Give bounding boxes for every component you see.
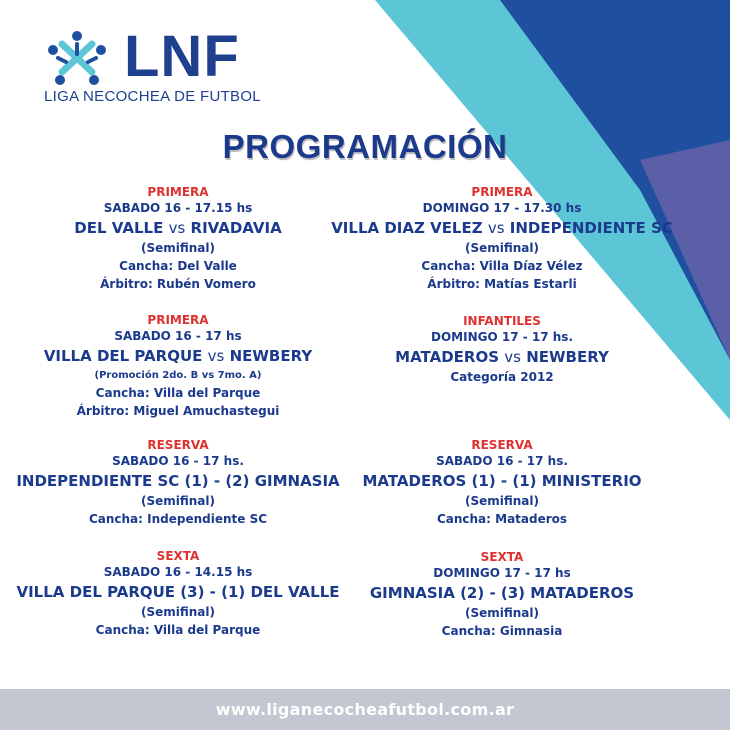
match-category: PRIMERA [147,185,209,199]
home-team: VILLA DIAZ VELEZ [331,219,483,237]
home-team: MATADEROS [395,348,500,366]
away-team: NEWBERY [526,348,609,366]
vs-label: vs [207,347,225,365]
match-note: (Promoción 2do. B vs 7mo. A) [94,370,262,381]
match-category: PRIMERA [147,313,209,327]
match-result: INDEPENDIENTE SC (1) - (2) GIMNASIA [16,472,340,490]
match-date: SABADO 16 - 17 hs. [112,454,244,468]
match-card [8,312,348,420]
match-card [322,184,682,293]
match-stage: (Semifinal) [140,605,215,619]
match-date: SABADO 16 - 17 hs [114,329,242,343]
match-category: PRIMERA [471,185,533,199]
match-stage: (Semifinal) [464,606,539,620]
match-card [332,437,672,528]
match-stage: (Semifinal) [464,494,539,508]
match-teams [8,217,348,239]
match-venue: Cancha: Gimnasia [441,624,563,638]
match-result: MATADEROS (1) - (1) MINISTERIO [362,472,642,490]
vs-label: vs [487,219,505,237]
match-date: DOMINGO 17 - 17 hs [433,566,571,580]
footer-bar [0,689,730,730]
match-venue: Cancha: Villa del Parque [95,386,261,400]
page-title: PROGRAMACIÓN [222,128,508,165]
match-category: RESERVA [471,438,533,452]
logo-name: LNF [124,24,240,89]
match-result: VILLA DEL PARQUE (3) - (1) DEL VALLE [16,583,340,601]
match-category: SEXTA [156,549,200,563]
match-card [8,184,348,293]
match-venue: Cancha: Villa del Parque [95,623,261,637]
match-date: SABADO 16 - 17.15 hs [103,201,253,215]
match-category: INFANTILES [463,314,541,328]
match-category: SEXTA [480,550,524,564]
match-date: SABADO 16 - 14.15 hs [103,565,253,579]
match-teams [8,345,348,367]
match-stage: (Semifinal) [140,494,215,508]
people-circle-logo-icon [44,28,110,88]
match-card [8,548,348,639]
match-card [8,437,348,528]
match-venue: Cancha: Villa Díaz Vélez [421,259,583,273]
match-referee: Árbitro: Miguel Amuchastegui [76,404,280,418]
away-team: INDEPENDIENTE SC [509,219,673,237]
match-date: DOMINGO 17 - 17 hs. [431,330,573,344]
match-referee: Árbitro: Matías Estarli [427,277,577,291]
match-venue: Cancha: Mataderos [436,512,568,526]
logo-subtitle: LIGA NECOCHEA DE FUTBOL [44,88,261,105]
match-venue: Cancha: Independiente SC [88,512,268,526]
away-team: NEWBERY [229,347,313,365]
match-result: GIMNASIA (2) - (3) MATADEROS [369,584,635,602]
match-stage: (Semifinal) [140,241,215,255]
match-teams [332,346,672,368]
vs-label: vs [168,219,186,237]
match-date: SABADO 16 - 17 hs. [436,454,568,468]
vs-label: vs [504,348,521,366]
home-team: VILLA DEL PARQUE [43,347,203,365]
match-card [332,549,672,640]
match-category: RESERVA [147,438,209,452]
match-venue: Cancha: Del Valle [119,259,237,273]
website-link[interactable]: www.liganecocheafutbol.com.ar [215,700,515,719]
away-team: RIVADAVIA [190,219,282,237]
match-teams [322,217,682,239]
match-referee: Árbitro: Rubén Vomero [100,277,256,291]
match-date: DOMINGO 17 - 17.30 hs [422,201,582,215]
match-stage: (Semifinal) [464,241,539,255]
lnf-logo [44,22,261,112]
match-card [332,313,672,386]
home-team: DEL VALLE [74,219,164,237]
match-extra: Categoría 2012 [450,370,554,384]
